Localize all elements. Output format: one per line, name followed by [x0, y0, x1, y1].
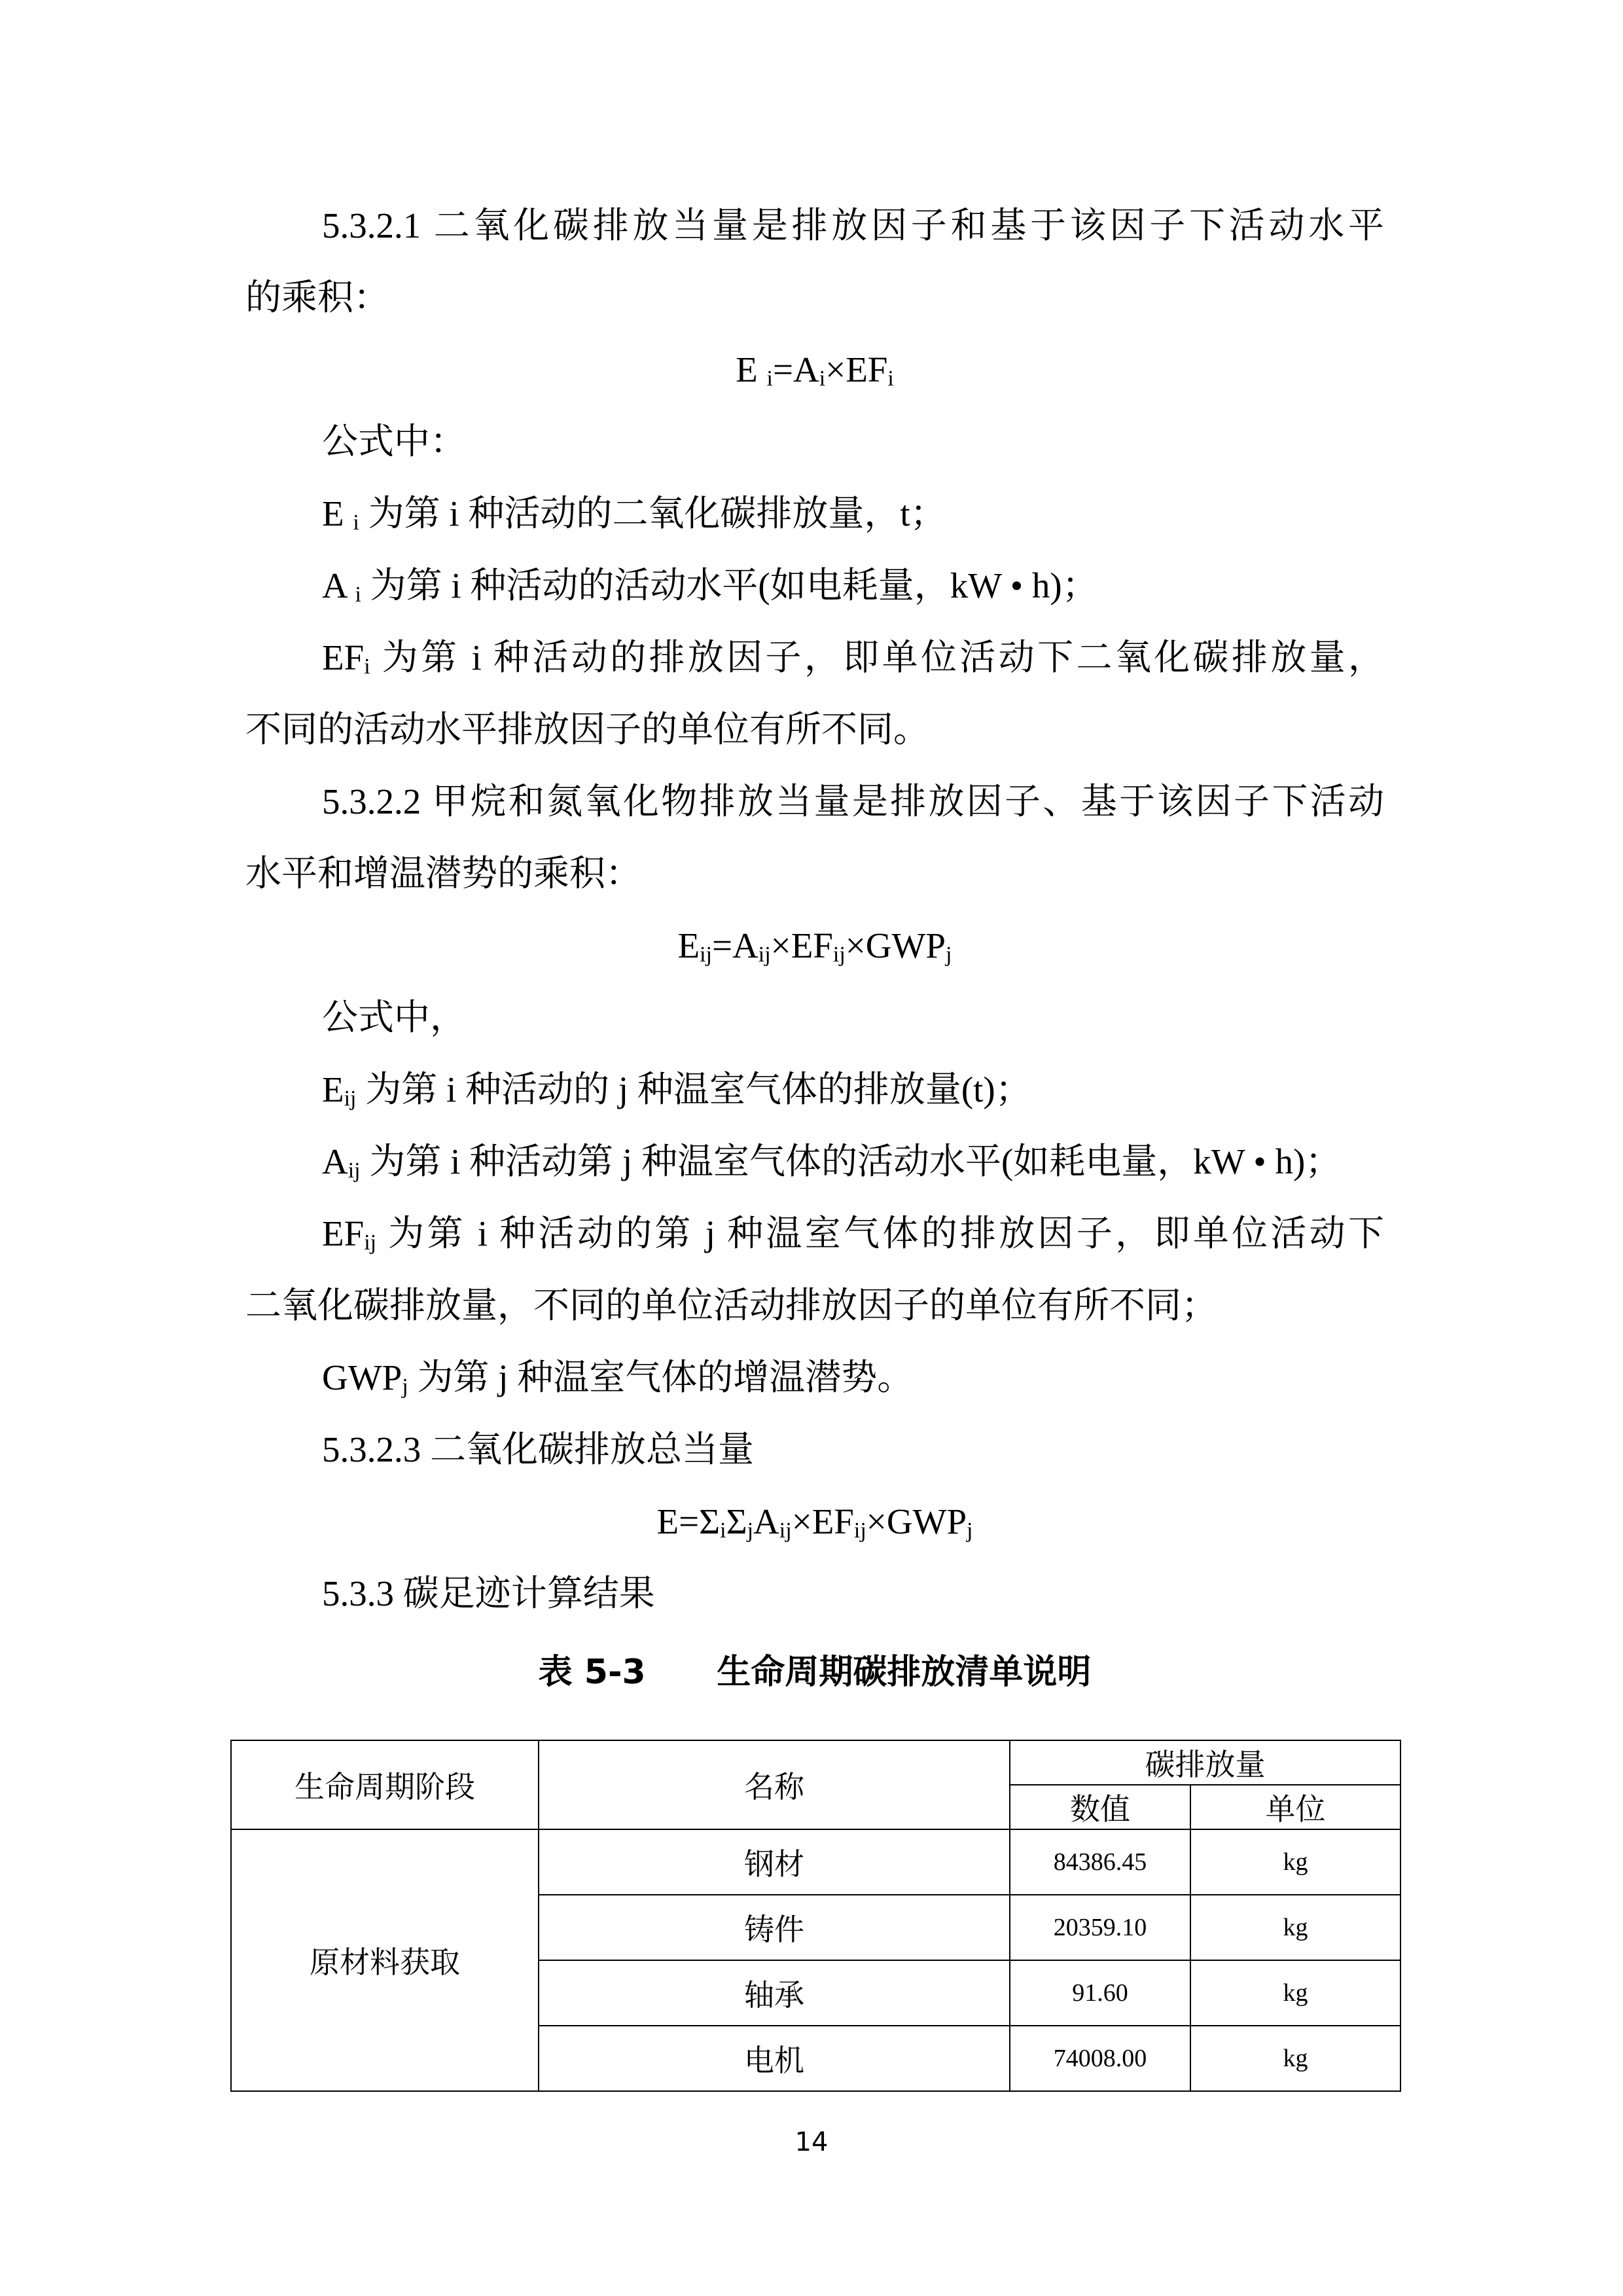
name-cell: 铸件 — [539, 1895, 1010, 1960]
table-header-row — [231, 1740, 1400, 1785]
definition-ei: E $_i$ 为第 i 种活动的二氧化碳排放量，t； — [322, 493, 946, 535]
definition-efi-cont: 不同的活动水平排放因子的单位有所不同。 — [245, 709, 930, 749]
stage-cell: 原材料获取 — [231, 1829, 539, 2091]
unit-cell: kg — [1190, 1829, 1400, 1895]
unit-cell: kg — [1190, 1895, 1400, 1960]
emission-inventory-table — [230, 1740, 1401, 2092]
formula-co2-equivalent: E $_i=A_i\times EF_i$ — [736, 350, 894, 391]
header-emission: 碳排放量 — [1010, 1740, 1400, 1785]
value-cell: 91.60 — [1010, 1960, 1190, 2026]
section-5-3-2-1-text: 5.3.2.1 二氧化碳排放当量是排放因子和基于该因子下活动水平 — [322, 206, 1384, 245]
table-row — [231, 1829, 1400, 1895]
value-cell: 74008.00 — [1010, 2026, 1190, 2091]
section-5-3-2-1-text-cont: 的乘积： — [245, 278, 390, 317]
definition-efij-cont: 二氧化碳排放量，不同的单位活动排放因子的单位有所不同； — [245, 1285, 1218, 1325]
unit-cell: kg — [1190, 1960, 1400, 2026]
table-caption: 表 5-3 生命周期碳排放清单说明 — [538, 1653, 1092, 1692]
formula-total-equivalent: $E=\Sigma_i\Sigma_jA_{ij}\times EF_{ij}\times GWP_j$ — [656, 1501, 973, 1543]
header-name: 名称 — [539, 1740, 1010, 1829]
formula-where-label: 公式中： — [322, 422, 467, 461]
section-5-3-2-3-heading: 5.3.2.3 二氧化碳排放总当量 — [322, 1429, 755, 1469]
definition-gwpj: $GWP_j$ 为第 j 种温室气体的增温潜势。 — [322, 1357, 914, 1399]
section-5-3-3-heading: 5.3.3 碳足迹计算结果 — [322, 1573, 655, 1613]
name-cell: 轴承 — [539, 1960, 1010, 2026]
formula-ghg-equivalent: $E_{ij}=A_{ij}\times EF_{ij}\times GWP_j$ — [677, 925, 952, 967]
section-5-3-2-2-text-cont: 水平和增温潜势的乘积： — [245, 853, 642, 893]
unit-cell: kg — [1190, 2026, 1400, 2091]
value-cell: 20359.10 — [1010, 1895, 1190, 1960]
name-cell: 电机 — [539, 2026, 1010, 2091]
value-cell: 84386.45 — [1010, 1829, 1190, 1895]
definition-aij: $A_{ij}$ 为第 i 种活动第 j 种温室气体的活动水平(如耗电量，kW • h)； — [322, 1141, 1342, 1183]
definition-ai: A $_i$ 为第 i 种活动的活动水平(如电耗量，kW • h)； — [322, 565, 1098, 607]
definition-eij: $E_{ij}$ 为第 i 种活动的 j 种温室气体的排放量(t)； — [322, 1069, 1031, 1111]
formula-where-label-2: 公式中， — [322, 997, 467, 1037]
header-stage: 生命周期阶段 — [231, 1740, 539, 1829]
header-value: 数值 — [1010, 1785, 1190, 1829]
header-unit: 单位 — [1190, 1785, 1400, 1829]
page-number: 14 — [794, 2127, 829, 2157]
section-5-3-2-2-text: 5.3.2.2 甲烷和氮氧化物排放当量是排放因子、基于该因子下活动 — [322, 781, 1384, 821]
name-cell: 钢材 — [539, 1829, 1010, 1895]
definition-efij: $EF_{ij}$ 为第 i 种活动的第 j 种温室气体的排放因子，即单位活动下 — [322, 1213, 1384, 1255]
definition-efi: $EF_i$ 为第 i 种活动的排放因子，即单位活动下二氧化碳排放量， — [322, 637, 1384, 679]
